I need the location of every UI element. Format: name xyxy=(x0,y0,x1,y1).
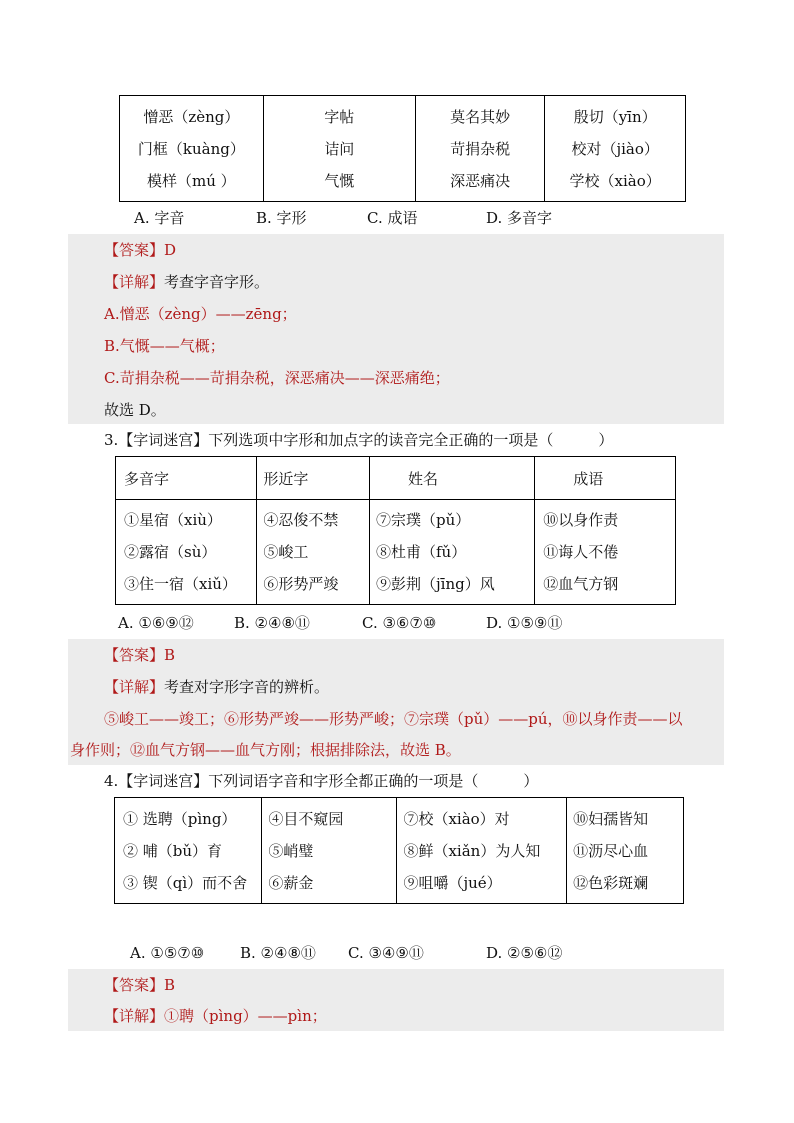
table-cell: ③ 锲（qì）而不舍 xyxy=(123,873,248,892)
table-header: 形近字 xyxy=(257,457,370,500)
table-cell: ⑦校（xiào）对 xyxy=(403,809,510,828)
option-d: D. 多音字 xyxy=(486,209,553,227)
detail-line xyxy=(104,673,329,701)
table-cell: 深恶痛决 xyxy=(450,171,511,190)
table-cell: ③住一宿（xiǔ） xyxy=(124,575,237,593)
table-cell: ⑤峭璧 xyxy=(268,841,314,860)
answer-value: D xyxy=(164,241,177,259)
table-cell: 诘问 xyxy=(324,139,355,158)
answer-value: B xyxy=(164,646,176,664)
q3-options xyxy=(118,611,618,635)
table-cell: 学校（xiào） xyxy=(569,171,661,190)
table-cell: ⑪沥尽心血 xyxy=(573,841,649,860)
answer-tag: 【答案】 xyxy=(104,976,165,994)
table-q4-col-3 xyxy=(397,798,567,904)
detail-line xyxy=(104,268,269,296)
table-cell: ⑧杜甫（fǔ） xyxy=(376,543,467,561)
table-q3-col-2 xyxy=(257,500,370,605)
table-cell: ⑩以身作责 xyxy=(543,511,619,529)
table-q3 xyxy=(115,456,676,605)
option-c: C. ③④⑨⑪ xyxy=(348,944,424,962)
option-a: A. ①⑤⑦⑩ xyxy=(130,944,205,962)
option-b: B. ②④⑧⑪ xyxy=(234,614,310,632)
table-cell: ④忍俊不禁 xyxy=(263,511,339,529)
detail-line xyxy=(104,1002,327,1030)
detail-text: ①聘（pìng）——pìn； xyxy=(164,1007,327,1025)
table-cell: 校对（jiào） xyxy=(571,139,659,158)
answer-value: B xyxy=(164,976,176,994)
explanation-line: ⑤峻工——竣工；⑥形势严竣——形势严峻；⑦宗璞（pǔ）——pú，⑩以身作责——以 xyxy=(104,710,683,728)
table-cell: ②露宿（sù） xyxy=(124,543,217,561)
explanation-line: C.苛捐杂税——苛捐杂税，深恶痛决——深恶痛绝； xyxy=(104,369,450,387)
table-cell: ⑥薪金 xyxy=(268,873,314,892)
option-a: A. ①⑥⑨⑫ xyxy=(118,614,194,632)
table-q4 xyxy=(114,797,684,904)
option-d: D. ①⑤⑨⑪ xyxy=(486,614,563,632)
explanation-line: A.憎恶（zèng）——zēng； xyxy=(104,305,297,323)
table-cell: 苛捐杂税 xyxy=(450,139,511,158)
explanation-line: B.气慨——气概； xyxy=(104,337,225,355)
table-cell: ①星宿（xiù） xyxy=(124,511,222,529)
explanation-text: 身作则；⑫血气方钢——血气方刚；根据排除法，故选 B。 xyxy=(70,741,461,759)
table-cell: ⑨彭荆（jīng）风 xyxy=(376,575,495,593)
answer-line xyxy=(104,971,175,999)
table-cell: 字帖 xyxy=(324,107,355,126)
table-cell: ⑨咀嚼（jué） xyxy=(403,873,502,892)
q2-options xyxy=(134,206,614,230)
table-cell: 憎恶（zèng） xyxy=(143,107,240,126)
table-cell: ⑩妇孺皆知 xyxy=(573,809,649,828)
detail-text: 考查字音字形。 xyxy=(164,273,270,291)
table-cell: ⑧鲜（xiǎn）为人知 xyxy=(403,841,541,860)
table-cell: 门框（kuàng） xyxy=(137,139,245,158)
table-q4-col-2 xyxy=(262,798,397,904)
table-q2-col-3 xyxy=(415,96,544,202)
table-q3-col-3 xyxy=(370,500,535,605)
answer-tag: 【答案】 xyxy=(104,241,165,259)
table-cell: 气慨 xyxy=(324,171,355,190)
table-q2-col-1 xyxy=(120,96,264,202)
table-cell: ⑦宗璞（pǔ） xyxy=(376,511,471,529)
table-q2-col-2 xyxy=(263,96,415,202)
question-4-title: 4.【字词迷宫】下列词语字音和字形全都正确的一项是（ ） xyxy=(104,772,539,790)
table-q2-col-4 xyxy=(545,96,686,202)
conclusion-line: 故选 D。 xyxy=(104,401,166,419)
option-a: A. 字音 xyxy=(134,209,185,227)
option-b: B. ②④⑧⑪ xyxy=(240,944,316,962)
detail-tag: 【详解】 xyxy=(104,678,165,696)
answer-line xyxy=(104,236,176,264)
answer-line xyxy=(104,641,175,669)
table-cell: ① 选聘（pìng） xyxy=(123,809,237,828)
option-c: C. ③⑥⑦⑩ xyxy=(362,614,437,632)
table-header: 多音字 xyxy=(116,457,257,500)
detail-tag: 【详解】 xyxy=(104,273,165,291)
table-cell: ⑪诲人不倦 xyxy=(543,543,619,561)
table-cell: ⑥形势严竣 xyxy=(263,575,339,593)
table-q3-col-4 xyxy=(535,500,676,605)
table-header: 成语 xyxy=(535,457,676,500)
table-cell: ⑤峻工 xyxy=(263,543,309,561)
table-q4-col-1 xyxy=(115,798,262,904)
table-cell: ⑫色彩斑斓 xyxy=(573,873,649,892)
detail-text: 考查对字形字音的辨析。 xyxy=(164,678,330,696)
table-cell: 模样（mú ） xyxy=(147,171,236,190)
option-b: B. 字形 xyxy=(256,209,307,227)
table-header: 姓名 xyxy=(370,457,535,500)
table-q3-col-1 xyxy=(116,500,257,605)
table-q4-col-4 xyxy=(567,798,684,904)
table-cell: ④目不窥园 xyxy=(268,809,344,828)
table-cell: ② 哺（bǔ）育 xyxy=(123,841,223,860)
answer-tag: 【答案】 xyxy=(104,646,165,664)
table-q2 xyxy=(119,95,686,202)
question-3-title: 3.【字词迷宫】下列选项中字形和加点字的读音完全正确的一项是（ ） xyxy=(104,431,614,449)
option-c: C. 成语 xyxy=(367,209,418,227)
detail-tag: 【详解】 xyxy=(104,1007,165,1025)
q4-options xyxy=(130,941,630,965)
table-cell: 殷切（yīn） xyxy=(573,107,657,126)
explanation-line xyxy=(70,736,461,764)
option-d: D. ②⑤⑥⑫ xyxy=(486,944,563,962)
table-cell: ⑫血气方钢 xyxy=(543,575,619,593)
table-cell: 莫名其妙 xyxy=(450,107,511,126)
